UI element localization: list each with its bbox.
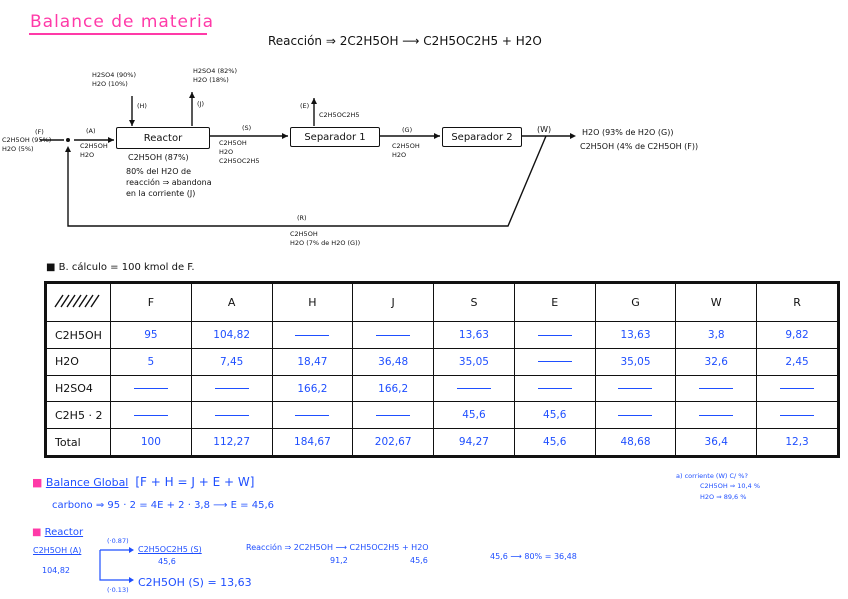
column-header: R bbox=[757, 284, 838, 322]
side-note-question: a) corriente (W) C/ %? bbox=[676, 472, 748, 480]
stream-h-water: H2O (10%) bbox=[92, 80, 128, 88]
stream-label-r: (R) bbox=[297, 214, 307, 222]
stream-label-a: (A) bbox=[86, 127, 96, 135]
stream-r-water: H2O (7% de H2O (G)) bbox=[290, 239, 361, 247]
balance-table bbox=[44, 281, 840, 458]
table-cell bbox=[757, 375, 838, 402]
calculation-basis-text: B. cálculo = 100 kmol de F. bbox=[58, 262, 195, 273]
stream-s-water: H2O bbox=[219, 148, 234, 156]
table-cell: 166,2 bbox=[272, 375, 353, 402]
reactor-input-value: 104,82 bbox=[42, 566, 70, 575]
empty-dash bbox=[538, 361, 572, 362]
row-label: C2H5OH bbox=[47, 322, 111, 349]
stream-a-ethanol: C2H5OH bbox=[80, 142, 108, 150]
empty-dash bbox=[215, 415, 249, 416]
stream-label-h: (H) bbox=[137, 102, 147, 110]
table-cell: 36,48 bbox=[353, 348, 434, 375]
table-cell: 94,27 bbox=[434, 429, 515, 456]
table-cell: 166,2 bbox=[353, 375, 434, 402]
carbon-balance: carbono ⇒ 95 · 2 = 4E + 2 · 3,8 ⟶ E = 45,6 bbox=[52, 500, 274, 511]
table-cell: 36,4 bbox=[676, 429, 757, 456]
column-header: H bbox=[272, 284, 353, 322]
reactor-input-stream: C2H5OH (A) bbox=[33, 546, 82, 555]
reactor-section-title: Reactor bbox=[44, 527, 84, 538]
column-header: J bbox=[353, 284, 434, 322]
table-cell bbox=[191, 402, 272, 429]
reaction-value-1: 91,2 bbox=[330, 556, 348, 565]
table-cell bbox=[272, 402, 353, 429]
table-cell: 32,6 bbox=[676, 348, 757, 375]
side-note-ethanol: C2H5OH ⇒ 10,4 % bbox=[700, 482, 760, 490]
reactor-note-1: C2H5OH (87%) bbox=[128, 153, 189, 162]
global-balance: ■ Balance Global [F + H = J + E + W] bbox=[32, 475, 255, 489]
stream-g-water: H2O bbox=[392, 151, 407, 159]
stream-label-s: (S) bbox=[242, 124, 252, 132]
table-row bbox=[47, 402, 838, 429]
table-cell: 13,63 bbox=[434, 322, 515, 349]
column-header: E bbox=[514, 284, 595, 322]
empty-dash bbox=[699, 415, 733, 416]
table-cell: 45,6 bbox=[514, 402, 595, 429]
table-cell bbox=[191, 375, 272, 402]
table-row bbox=[47, 322, 838, 349]
stream-f-ethanol: C2H5OH (95%) bbox=[2, 136, 52, 144]
table-cell: 35,05 bbox=[434, 348, 515, 375]
stream-f-water: H2O (5%) bbox=[2, 145, 34, 153]
table-cell: 18,47 bbox=[272, 348, 353, 375]
global-balance-title: Balance Global bbox=[45, 476, 129, 489]
table-cell: 100 bbox=[111, 429, 192, 456]
table-cell bbox=[676, 375, 757, 402]
reactor-section: ■ Reactor bbox=[32, 527, 84, 538]
table-cell bbox=[595, 402, 676, 429]
table-cell bbox=[676, 402, 757, 429]
reactor-note-4: en la corriente (J) bbox=[126, 189, 196, 198]
table-cell bbox=[111, 375, 192, 402]
split-fraction-013: (·0.13) bbox=[107, 586, 129, 594]
separator-1-box: Separador 1 bbox=[290, 127, 380, 147]
global-balance-equation: [F + H = J + E + W] bbox=[135, 475, 255, 489]
empty-dash bbox=[538, 335, 572, 336]
stream-label-w: (W) bbox=[537, 125, 552, 134]
reactor-output-ether-value: 45,6 bbox=[158, 557, 176, 566]
table-cell: 2,45 bbox=[757, 348, 838, 375]
table-cell bbox=[514, 375, 595, 402]
table-cell: 45,6 bbox=[434, 402, 515, 429]
table-cell: 9,82 bbox=[757, 322, 838, 349]
column-header: A bbox=[191, 284, 272, 322]
table-cell bbox=[595, 375, 676, 402]
empty-dash bbox=[457, 388, 491, 389]
empty-dash bbox=[295, 415, 329, 416]
table-cell: 7,45 bbox=[191, 348, 272, 375]
empty-dash bbox=[780, 415, 814, 416]
reactor-output-ether: C2H5OC2H5 (S) bbox=[138, 545, 202, 554]
row-label: H2O bbox=[47, 348, 111, 375]
column-header: W bbox=[676, 284, 757, 322]
empty-dash bbox=[376, 415, 410, 416]
reactor-note-3: reacción ⇒ abandona bbox=[126, 178, 212, 187]
stream-label-j: (J) bbox=[197, 100, 204, 108]
table-cell bbox=[757, 402, 838, 429]
reactor-split-arrows bbox=[96, 537, 136, 590]
table-cell: 95 bbox=[111, 322, 192, 349]
reaction-equation: Reacción ⇒ 2C2H5OH ⟶ C2H5OC2H5 + H2O bbox=[268, 34, 542, 48]
stream-j-water: H2O (18%) bbox=[193, 76, 229, 84]
row-label: Total bbox=[47, 429, 111, 456]
stream-s-ether: C2H5OC2H5 bbox=[219, 157, 260, 165]
table-cell: 13,63 bbox=[595, 322, 676, 349]
stream-label-e: (E) bbox=[300, 102, 310, 110]
table-cell: 3,8 bbox=[676, 322, 757, 349]
table-cell bbox=[434, 375, 515, 402]
row-label: C2H5 · 2 bbox=[47, 402, 111, 429]
table-cell: 45,6 bbox=[514, 429, 595, 456]
empty-dash bbox=[295, 335, 329, 336]
reactor-reaction: Reacción ⇒ 2C2H5OH ⟶ C2H5OC2H5 + H2O bbox=[246, 543, 429, 552]
table-header-row bbox=[47, 284, 838, 322]
stream-label-f: (F) bbox=[35, 128, 44, 136]
empty-dash bbox=[134, 415, 168, 416]
side-note-water: H2O ⇒ 89,6 % bbox=[700, 493, 747, 501]
empty-dash bbox=[780, 388, 814, 389]
calculation-basis: ■ B. cálculo = 100 kmol de F. bbox=[46, 262, 195, 273]
row-label: H2SO4 bbox=[47, 375, 111, 402]
table-cell bbox=[353, 322, 434, 349]
table-corner-hatch bbox=[47, 284, 111, 322]
stream-label-g: (G) bbox=[402, 126, 413, 134]
separator-2-box: Separador 2 bbox=[442, 127, 522, 147]
table-cell: 35,05 bbox=[595, 348, 676, 375]
empty-dash bbox=[376, 335, 410, 336]
split-fraction-087: (·0.87) bbox=[107, 537, 129, 545]
table-row bbox=[47, 348, 838, 375]
column-header: G bbox=[595, 284, 676, 322]
column-header: F bbox=[111, 284, 192, 322]
empty-dash bbox=[699, 388, 733, 389]
reactor-box: Reactor bbox=[116, 127, 210, 149]
table-cell: 104,82 bbox=[191, 322, 272, 349]
table-cell: 48,68 bbox=[595, 429, 676, 456]
reactor-output-ethanol: C2H5OH (S) = 13,63 bbox=[138, 576, 252, 589]
empty-dash bbox=[538, 388, 572, 389]
empty-dash bbox=[618, 388, 652, 389]
table-cell: 112,27 bbox=[191, 429, 272, 456]
stream-r-ethanol: C2H5OH bbox=[290, 230, 318, 238]
table-cell bbox=[272, 322, 353, 349]
reaction-value-3: 45,6 ⟶ 80% = 36,48 bbox=[490, 552, 577, 561]
empty-dash bbox=[215, 388, 249, 389]
column-header: S bbox=[434, 284, 515, 322]
empty-dash bbox=[134, 388, 168, 389]
table-cell bbox=[111, 402, 192, 429]
reaction-value-2: 45,6 bbox=[410, 556, 428, 565]
table-cell: 202,67 bbox=[353, 429, 434, 456]
table-row bbox=[47, 429, 838, 456]
stream-j-sulfuric: H2SO4 (82%) bbox=[193, 67, 237, 75]
page-title: Balance de materia bbox=[30, 12, 215, 32]
table-row bbox=[47, 375, 838, 402]
table-cell bbox=[514, 348, 595, 375]
stream-a-water: H2O bbox=[80, 151, 95, 159]
empty-dash bbox=[618, 415, 652, 416]
stream-s-ethanol: C2H5OH bbox=[219, 139, 247, 147]
stream-w-ethanol: C2H5OH (4% de C2H5OH (F)) bbox=[580, 142, 699, 151]
table-cell: 12,3 bbox=[757, 429, 838, 456]
stream-w-water: H2O (93% de H2O (G)) bbox=[582, 128, 674, 137]
stream-g-ethanol: C2H5OH bbox=[392, 142, 420, 150]
stream-h-sulfuric: H2SO4 (90%) bbox=[92, 71, 136, 79]
table-cell: 5 bbox=[111, 348, 192, 375]
table-cell bbox=[514, 322, 595, 349]
table-cell: 184,67 bbox=[272, 429, 353, 456]
table-cell bbox=[353, 402, 434, 429]
reactor-note-2: 80% del H2O de bbox=[126, 167, 192, 176]
stream-e-ether: C2H5OC2H5 bbox=[319, 111, 360, 119]
